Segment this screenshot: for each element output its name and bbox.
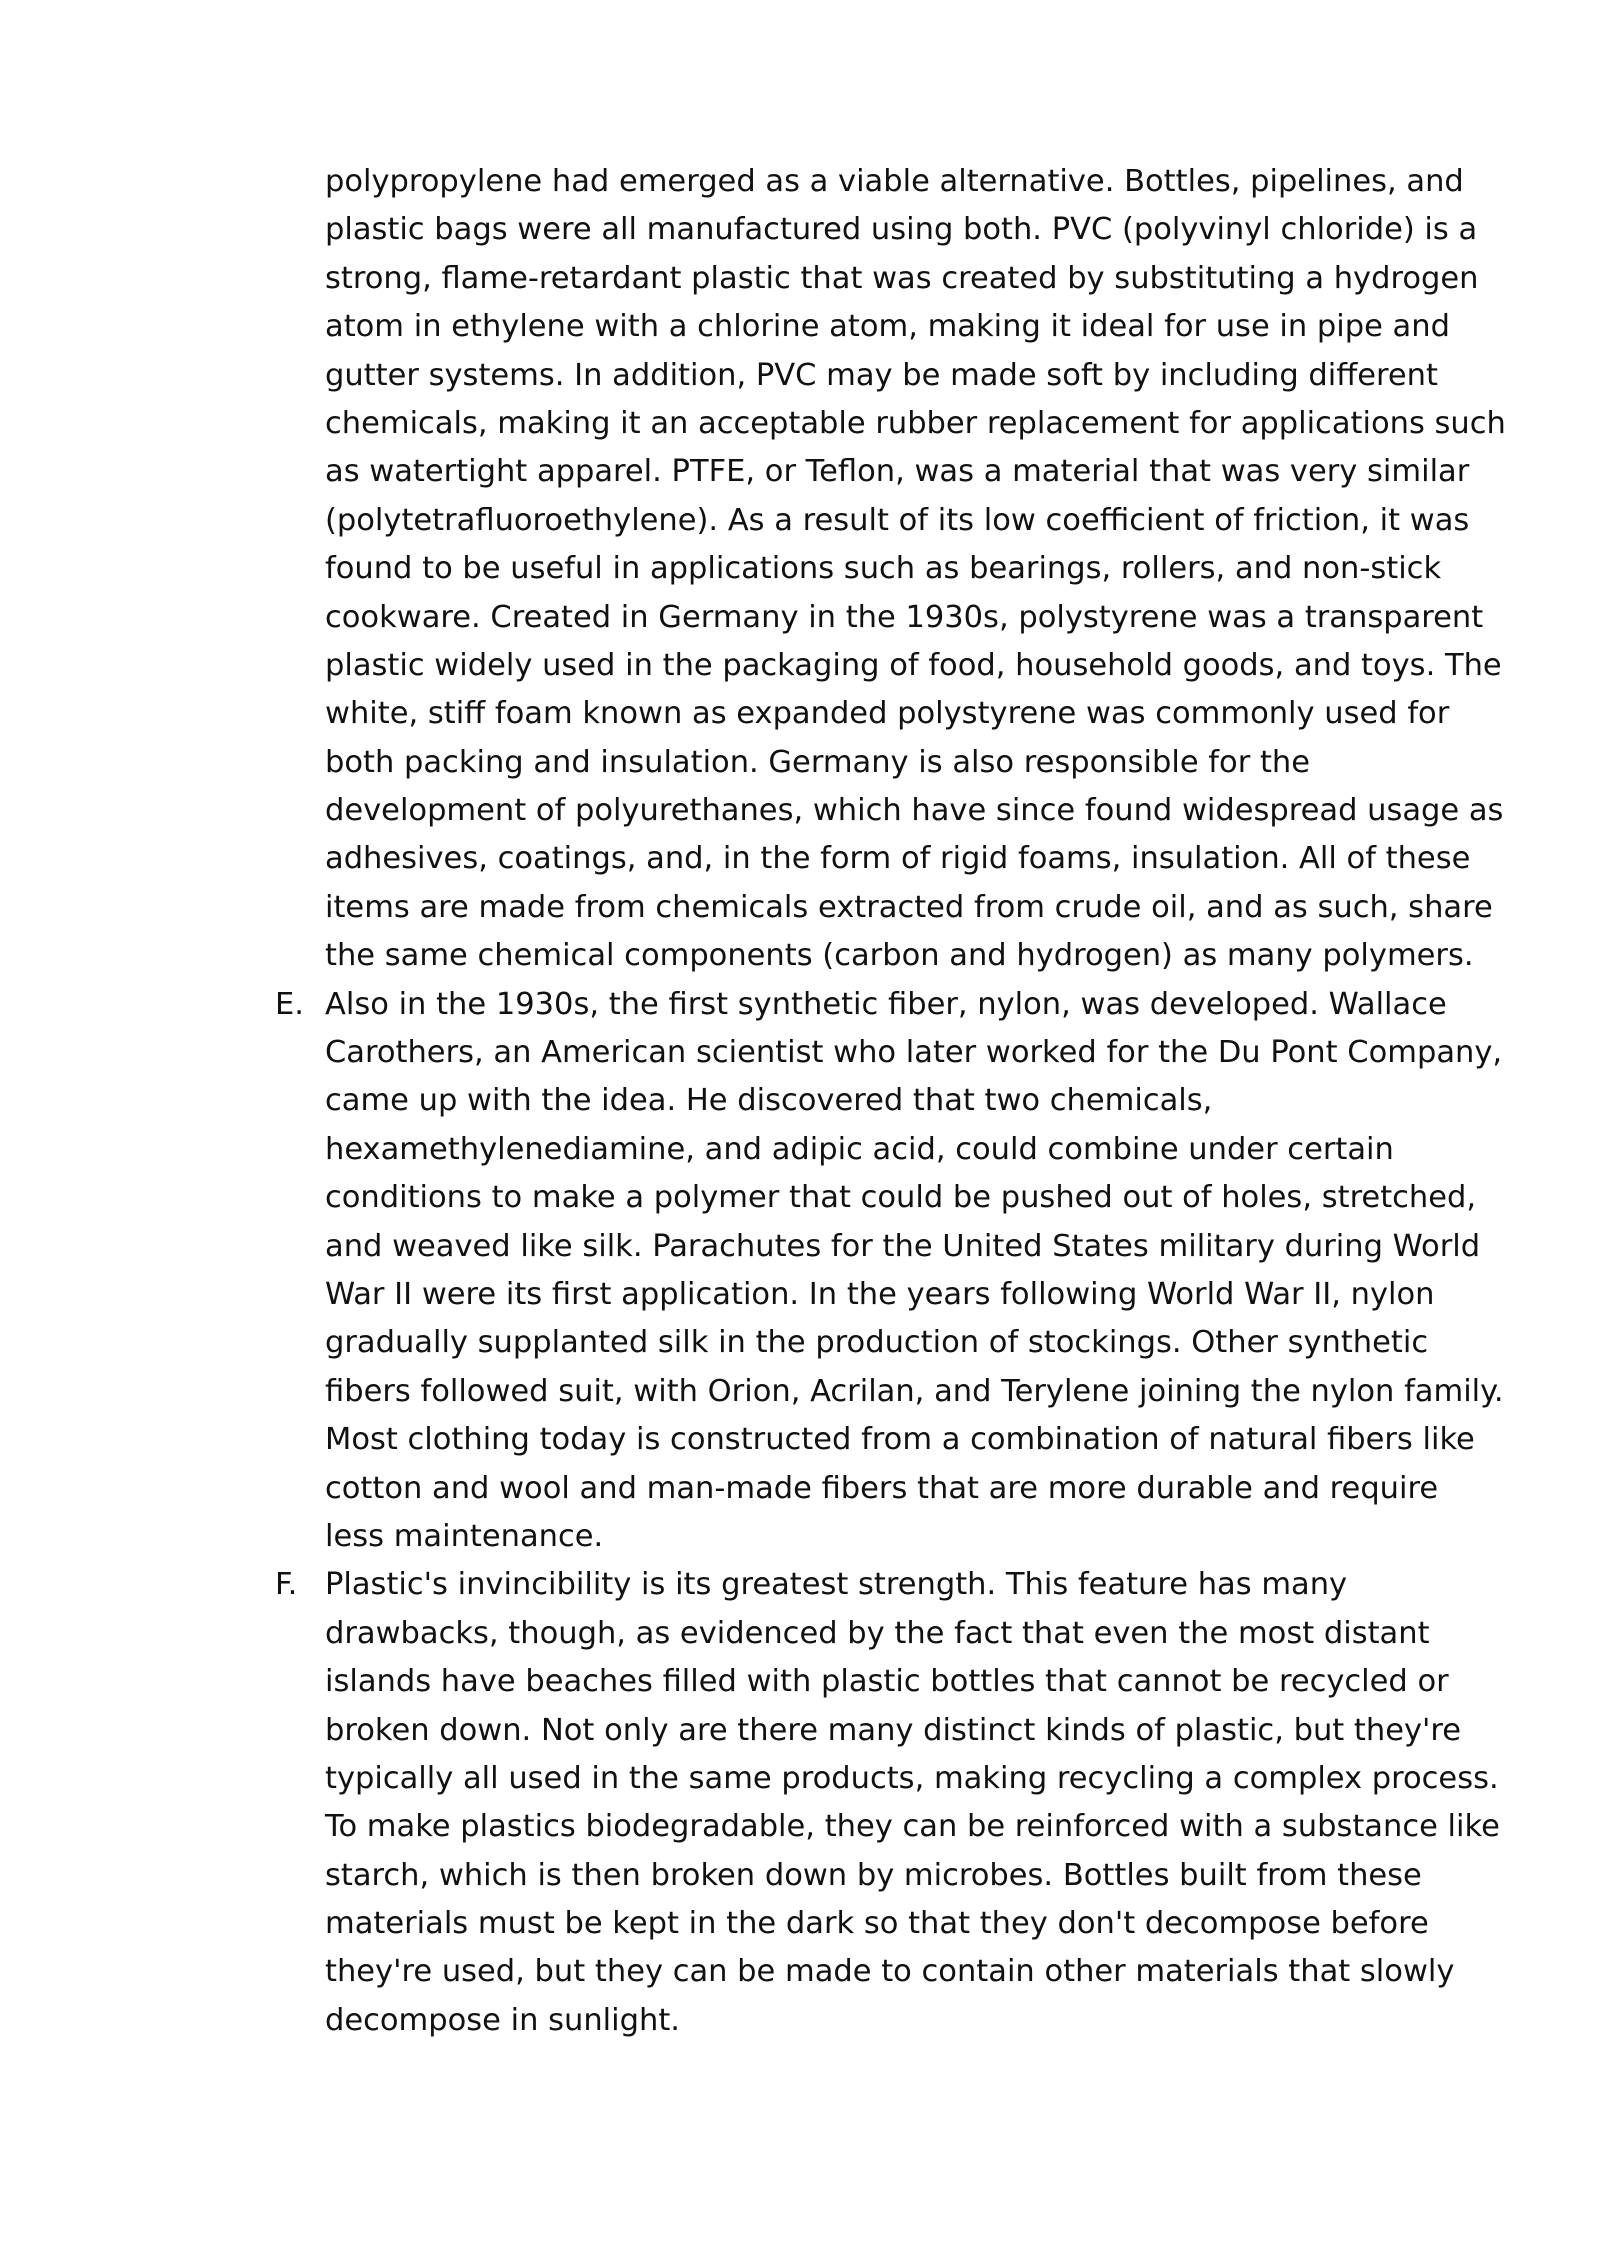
text-line: and weaved like silk. Parachutes for the United States military during World (325, 1228, 1481, 1264)
text-line: War II were its first application. In the years following World War II, nylon (325, 1276, 1435, 1312)
text-line: hexamethylenediamine, and adipic acid, could combine under certain (325, 1131, 1394, 1167)
text-line: typically all used in the same products, making recycling a complex process. (325, 1760, 1499, 1796)
text-line: Most clothing today is constructed from a combination of natural fibers like (325, 1422, 1475, 1458)
text-line: atom in ethylene with a chlorine atom, making it ideal for use in pipe and (325, 309, 1450, 345)
paragraph-list (275, 158, 1515, 2045)
text-line: decompose in sunlight. (325, 2002, 680, 2038)
text-line: less maintenance. (325, 1518, 604, 1554)
text-line: gutter systems. In addition, PVC may be made soft by including different (325, 357, 1438, 393)
text-line: development of polyurethanes, which have since found widespread usage as (325, 793, 1504, 829)
text-line: islands have beaches filled with plastic bottles that cannot be recycled or (325, 1664, 1449, 1700)
text-line: Carothers, an American scientist who later worked for the Du Pont Company, (325, 1035, 1503, 1071)
text-line: the same chemical components (carbon and hydrogen) as many polymers. (325, 938, 1474, 974)
list-item (275, 1561, 1515, 2045)
text-line: gradually supplanted silk in the production of stockings. Other synthetic (325, 1325, 1429, 1361)
text-line: plastic bags were all manufactured using both. PVC (polyvinyl chloride) is a (325, 212, 1478, 248)
text-line: found to be useful in applications such as bearings, rollers, and non-stick (325, 551, 1442, 587)
text-line: chemicals, making it an acceptable rubber replacement for applications such (325, 405, 1506, 441)
text-line: (polytetrafluoroethylene). As a result of its low coefficient of friction, it was (325, 502, 1470, 538)
text-line: cookware. Created in Germany in the 1930s, polystyrene was a transparent (325, 599, 1484, 635)
list-marker: E. (275, 986, 304, 1022)
text-line: strong, flame-retardant plastic that was created by substituting a hydrogen (325, 260, 1479, 296)
text-line: materials must be kept in the dark so that they don't decompose before (325, 1906, 1429, 1942)
text-line: polypropylene had emerged as a viable alternative. Bottles, pipelines, and (325, 164, 1464, 199)
text-line: adhesives, coatings, and, in the form of rigid foams, insulation. All of these (325, 841, 1471, 877)
list-marker: F. (275, 1567, 298, 1603)
text-line: Also in the 1930s, the first synthetic fiber, nylon, was developed. Wallace (325, 986, 1447, 1022)
text-line: broken down. Not only are there many distinct kinds of plastic, but they're (325, 1712, 1462, 1748)
text-line: items are made from chemicals extracted from crude oil, and as such, share (325, 889, 1493, 925)
list-item (275, 981, 1515, 1562)
text-line: conditions to make a polymer that could be pushed out of holes, stretched, (325, 1180, 1477, 1216)
text-line: both packing and insulation. Germany is also responsible for the (325, 744, 1310, 780)
text-line: To make plastics biodegradable, they can be reinforced with a substance like (325, 1809, 1500, 1845)
text-line: cotton and wool and man-made fibers that are more durable and require (325, 1470, 1439, 1506)
text-line: Plastic's invincibility is its greatest strength. This feature has many (325, 1567, 1348, 1603)
list-item (275, 158, 1515, 981)
text-line: came up with the idea. He discovered that two chemicals, (325, 1083, 1213, 1119)
text-line: plastic widely used in the packaging of food, household goods, and toys. The (325, 647, 1502, 683)
text-line: fibers followed suit, with Orion, Acrilan, and Terylene joining the nylon family. (325, 1373, 1504, 1409)
text-line: as watertight apparel. PTFE, or Teflon, was a material that was very similar (325, 454, 1470, 490)
text-line: white, stiff foam known as expanded polystyrene was commonly used for (325, 696, 1450, 732)
text-line: they're used, but they can be made to contain other materials that slowly (325, 1954, 1455, 1990)
text-line: starch, which is then broken down by microbes. Bottles built from these (325, 1857, 1422, 1893)
text-line: drawbacks, though, as evidenced by the fact that even the most distant (325, 1615, 1430, 1651)
